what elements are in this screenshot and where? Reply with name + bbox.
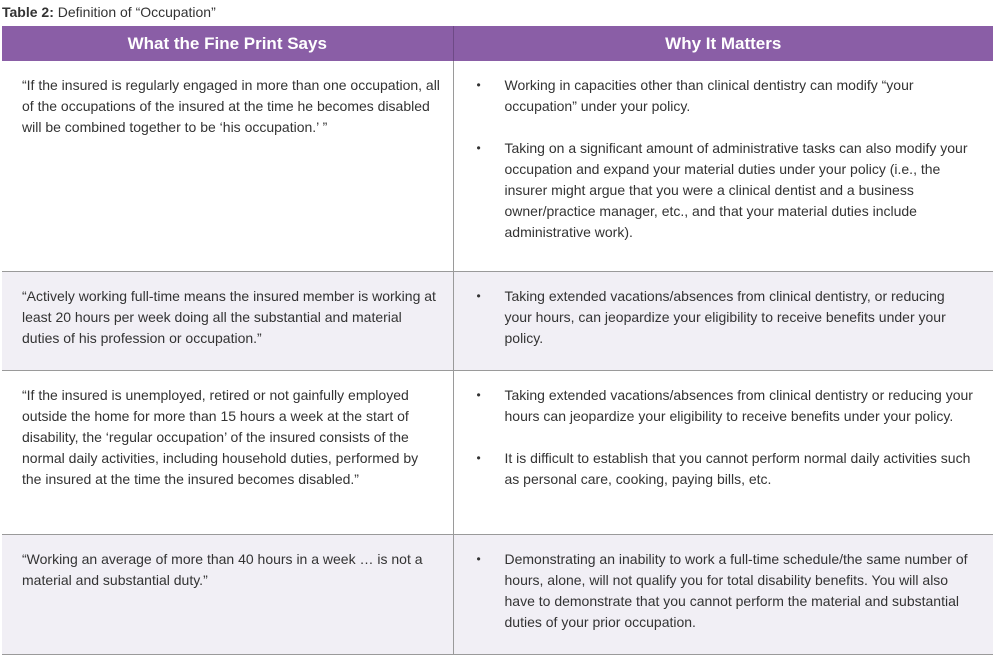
why-cell — [453, 534, 993, 654]
bullet-text: Taking on a significant amount of administrative tasks can also modify your occupation and expand your material duties under your policy (i.e., the insurer might argue that you were a clinical dentist and a business owner/practice manager, etc., and that your material duties include administrative work). — [504, 140, 968, 240]
list-item — [477, 75, 974, 117]
bullet-list — [477, 385, 974, 490]
bullet-text: Working in capacities other than clinical dentistry can modify “your occupation” under your policy. — [504, 77, 914, 114]
caption-text: Definition of “Occupation” — [57, 4, 216, 20]
bullet-list — [477, 549, 974, 633]
why-cell — [453, 370, 993, 534]
bullet-list — [477, 75, 974, 243]
bullet-text: Taking extended vacations/absences from clinical dentistry or reducing your hours can jeopardize your eligibility to receive benefits under your policy. — [504, 386, 973, 424]
why-cell — [453, 61, 993, 271]
why-cell — [453, 271, 993, 370]
list-item — [477, 549, 974, 633]
bullet-icon: • — [476, 387, 481, 402]
fine-print-cell: “If the insured is unemployed, retired or not gainfully employed outside the home for more than 15 hours a week at the start of disability, the ‘regular occupation’ of the insured consists of the normal daily activities, including household duties, performed by the insured at the time the insured becomes disabled.” — [2, 370, 453, 534]
bullet-icon: • — [476, 551, 481, 566]
list-item — [477, 286, 974, 349]
fine-print-cell: “Working an average of more than 40 hours in a week … is not a material and substantial duty.” — [2, 534, 453, 654]
fine-print-cell: “Actively working full-time means the insured member is working at least 20 hours per week doing all the substantial and material duties of his profession or occupation.” — [2, 271, 453, 370]
table-row — [2, 370, 993, 534]
bullet-list — [477, 286, 974, 349]
bullet-text: Demonstrating an inability to work a full-time schedule/the same number of hours, alone, will not qualify you for total disability benefits. You will also have to demonstrate that you cannot perform the material and substantial duties of your prior occupation. — [504, 550, 968, 630]
table-row — [2, 271, 993, 370]
list-item — [477, 385, 974, 427]
list-item — [477, 448, 974, 490]
table-row — [2, 534, 993, 654]
caption-label: Table 2: — [2, 4, 54, 20]
bullet-text: Taking extended vacations/absences from clinical dentistry, or reducing your hours, can jeopardize your eligibility to receive benefits under your policy. — [504, 287, 946, 346]
bullet-icon: • — [476, 450, 481, 465]
bullet-icon: • — [476, 288, 481, 303]
bullet-icon: • — [476, 78, 481, 92]
header-why-it-matters: Why It Matters — [453, 26, 993, 61]
bullet-icon: • — [476, 141, 481, 155]
bullet-text: It is difficult to establish that you cannot perform normal daily activities such as personal care, cooking, paying bills, etc. — [504, 449, 971, 487]
table-caption — [2, 3, 216, 21]
fine-print-cell: “If the insured is regularly engaged in more than one occupation, all of the occupations of the insured at the time he becomes disabled will be combined together to be ‘his occupation.’ ” — [2, 61, 453, 271]
list-item — [477, 138, 974, 243]
table-row — [2, 61, 993, 271]
table-header-row — [2, 26, 993, 61]
occupation-definition-table — [2, 26, 993, 655]
header-fine-print: What the Fine Print Says — [2, 26, 453, 61]
